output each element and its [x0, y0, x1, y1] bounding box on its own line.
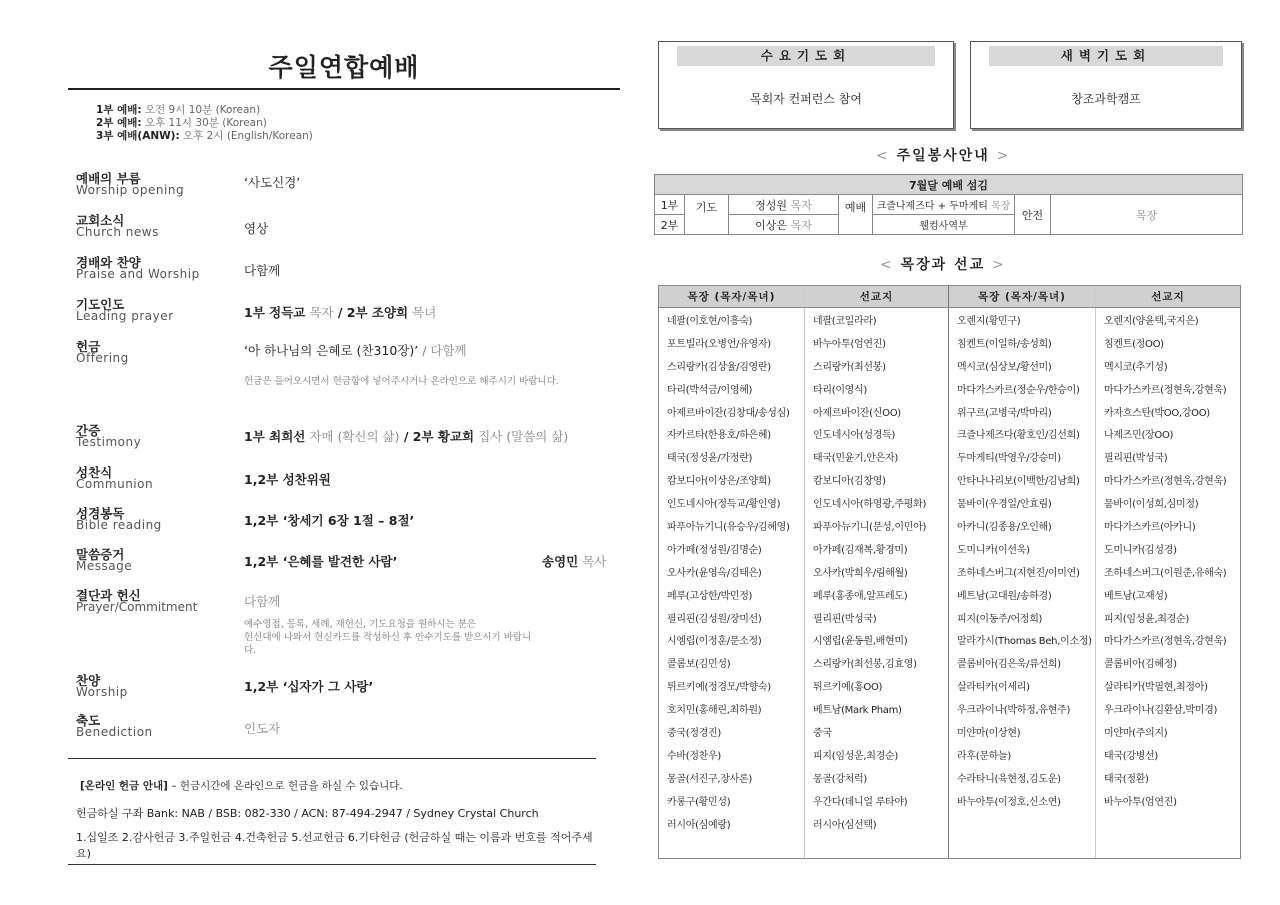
- list-item: 라후(문하늘): [957, 750, 1012, 762]
- list-item: 멕시코(심상보/황선미): [957, 361, 1052, 373]
- list-item: 마다가스카르(정현욱,강현욱): [1104, 476, 1227, 488]
- list-item: 수바(정찬우): [667, 750, 722, 762]
- list-item: 콜롬보(김민성): [667, 659, 731, 671]
- service-time-1: 1부 예배: 오전 9시 10분 (Korean): [96, 104, 261, 116]
- list-item: 크즐나제즈다(황호인/김선희): [957, 430, 1080, 442]
- wednesday-prayer-box: [658, 41, 954, 129]
- mission-col-group: [949, 308, 1096, 858]
- list-item: 마다가스카르(아카니): [1104, 521, 1196, 533]
- list-item: 미얀마(이상현): [957, 727, 1021, 739]
- list-item: 카롱구(황민성): [667, 796, 731, 808]
- list-item: 태국(민윤기,안은자): [813, 453, 898, 465]
- list-item: 캄보디아(김창영): [813, 476, 886, 488]
- list-item: 우크라이나(박하정,유현주): [957, 705, 1071, 717]
- list-item: 말라가시(Thomas Beh,이소정): [957, 636, 1092, 648]
- list-item: 도미니카(이선욱): [957, 544, 1030, 556]
- bank-account: 헌금하실 구좌 Bank: NAB / BSB: 082-330 / ACN: 87-494-2947 / Sydney Crystal Church: [76, 807, 539, 820]
- service-times: [68, 90, 620, 143]
- list-item: 태국(정환): [1104, 773, 1149, 785]
- list-item: 침켄트(이일하/송성희): [957, 338, 1052, 350]
- list-item: 피지(임성윤,최경순): [1104, 613, 1189, 625]
- list-item: 오렌지(양윤택,국지은): [1104, 315, 1199, 327]
- list-item: [1096, 812, 1240, 835]
- list-item: 호치민(홍해린,최하원): [667, 705, 762, 717]
- list-item: 아카니(김종용/오인해): [957, 521, 1052, 533]
- list-item: 러시아(심예랑): [667, 819, 731, 831]
- list-item: 타리(박석금/이영혜): [667, 384, 753, 396]
- list-item: 오사카(윤영옥/김태은): [667, 567, 762, 579]
- list-item: 아제르바이잔(신OO): [813, 407, 901, 419]
- list-item: 도미니카(김성경): [1104, 544, 1177, 556]
- list-item: 멕시코(추기성): [1104, 361, 1168, 373]
- list-item: 마다가스카르(정현욱,강현욱): [1104, 636, 1227, 648]
- list-item: 중국(정경진): [667, 727, 722, 739]
- list-item: 튀르키예(정경모/박향숙): [667, 682, 771, 694]
- service-row-1: 1부 기도 정성원 목자 예배 크즐나제즈다 + 두마게티 목장 안전 목장: [655, 195, 1243, 215]
- mission-col-field: [1096, 308, 1240, 858]
- list-item: 태국(강병선): [1104, 750, 1159, 762]
- list-item: 자카르타(한용호/하은혜): [667, 430, 771, 442]
- list-item: 위구르(고병국/박마리): [957, 407, 1052, 419]
- list-item: 살라티카(이세리): [957, 682, 1030, 694]
- mission-section-title: < 목장과 선교 >: [880, 257, 1006, 273]
- list-item: 베트남(고재성): [1104, 590, 1168, 602]
- list-item: 바누아투(엄연진): [1104, 796, 1177, 808]
- list-item: 러시아(심선택): [813, 819, 877, 831]
- list-item: 포트빌라(오병언/유영자): [667, 338, 771, 350]
- list-item: 수라타니(육현정,김도운): [957, 773, 1061, 785]
- offering-types: 1.십일조 2.감사헌금 3.주일헌금 4.건축헌금 5.선교헌금 6.기타헌금 (헌금하실 때는 이름과 번호를 적어주세요): [76, 831, 593, 860]
- list-item: 중국: [813, 727, 832, 739]
- list-item: 스리랑카(김상율/김영란): [667, 361, 771, 373]
- service-time-2: 2부 예배: 오후 11시 30분 (Korean): [96, 117, 267, 129]
- mission-col-field: [805, 308, 949, 858]
- dawn-prayer-title: 새벽기도회: [989, 46, 1223, 66]
- list-item: 침켄트(정OO): [1104, 338, 1164, 350]
- list-item: 마다가스카르(정순우/한승이): [957, 384, 1080, 396]
- list-item: 파푸아뉴기니(문성,이민아): [813, 521, 927, 533]
- list-item: 바누아투(엄연진): [813, 338, 886, 350]
- mission-col-group: [659, 308, 805, 858]
- preacher: 송영민 목사: [542, 554, 607, 569]
- list-item: 인도네시아(하영광,주평화): [813, 499, 927, 511]
- list-item: 네팔(코일라라): [813, 315, 877, 327]
- list-item: 페루(고상한/박민정): [667, 590, 753, 602]
- online-divider-top: [68, 758, 596, 759]
- list-item: 조하네스버그(이원준,유해숙): [1104, 567, 1227, 579]
- list-item: 나제즈민(장OO): [1104, 430, 1174, 442]
- list-item: 카자흐스탄(박OO,강OO): [1104, 407, 1210, 419]
- mission-table-header: 목장 (목자/목녀) 선교지 목장 (목자/목녀) 선교지: [658, 285, 1241, 308]
- list-item: 페루(홍종애,알프레도): [813, 590, 908, 602]
- list-item: 파푸아뉴기니(유승우/김혜영): [667, 521, 790, 533]
- list-item: 두마게티(박영우/강승미): [957, 453, 1061, 465]
- service-table-header: 7월달 예배 섬김: [655, 175, 1243, 195]
- list-item: 콜롬비아(김혜정): [1104, 659, 1177, 671]
- list-item: 캄보디아(이상은/조양희): [667, 476, 771, 488]
- list-item: 미얀마(주의지): [1104, 727, 1168, 739]
- list-item: 오렌지(황민구): [957, 315, 1021, 327]
- list-item: 조하네스버그(지현진/이미연): [957, 567, 1080, 579]
- list-item: 뭄바이(이성희,심미정): [1104, 499, 1199, 511]
- list-item: 베트남(고대원/송하경): [957, 590, 1052, 602]
- list-item: 필리핀(김성원/장미선): [667, 613, 762, 625]
- list-item: 베트남(Mark Pham): [813, 705, 902, 717]
- list-item: 뭄바이(우경일/안효림): [957, 499, 1052, 511]
- list-item: 살라티카(박필현,최정아): [1104, 682, 1208, 694]
- dawn-prayer-box: [970, 41, 1242, 129]
- list-item: 인도네시아(성경득): [813, 430, 896, 442]
- list-item: 아제르바이잔(김창대/송성심): [667, 407, 790, 419]
- list-item: 아가페(김재복,황경미): [813, 544, 908, 556]
- list-item: 우크라이나(김환삼,박미경): [1104, 705, 1218, 717]
- list-item: 안타나나리보(이백한/김남희): [957, 476, 1080, 488]
- list-item: 필리핀(박성국): [813, 613, 877, 625]
- list-item: 오사카(박희우/림해월): [813, 567, 908, 579]
- list-item: 필리핀(박성국): [1104, 453, 1168, 465]
- list-item: 스리랑카(최선봉,김효영): [813, 659, 917, 671]
- mission-table: [658, 285, 1241, 859]
- list-item: 스리랑카(최선봉): [813, 361, 886, 373]
- list-item: 피지(이동주/어정희): [957, 613, 1043, 625]
- online-divider-bottom: [68, 864, 596, 865]
- list-item: 아가페(정성원/김명순): [667, 544, 762, 556]
- list-item: 인도네시아(정득교/황인영): [667, 499, 781, 511]
- wednesday-prayer-body: 목회자 컨퍼런스 참여: [750, 92, 862, 106]
- service-time-3: 3부 예배(ANW): 오후 2시 (English/Korean): [96, 130, 313, 142]
- dawn-prayer-body: 창조과학캠프: [1071, 92, 1141, 106]
- list-item: 콜롬비아(김은욱/류선희): [957, 659, 1061, 671]
- list-item: 태국(정성윤/가정란): [667, 453, 753, 465]
- list-item: 타리(이영식): [813, 384, 868, 396]
- page-title: 주일연합예배: [268, 53, 420, 82]
- list-item: 몽골(강처럭): [813, 773, 868, 785]
- list-item: 피지(임성운,최경순): [813, 750, 898, 762]
- list-item: 몽골(서진구,장사론): [667, 773, 752, 785]
- left-page: 주일연합예배 1부 예배: 오전 9시 10분 (Korean) 2부 예배: 오후 11시 30분 (Korean) 3부 예배(ANW): 오후 2시 (English/Korean) 예배의 부름 Worship opening ‘사도신경’ 교회소식 Church news 영상 경배와 찬양 Praise and Worship 다함께 기도인도 Leading prayer 1부 정득교 목자 / 2부 조양희 목녀 헌금 Offering ‘아 하나님의 은혜로 (찬310장)’ / 다함께 헌금은 들어오시면서 헌금함에 넣어주시거나 온라인으로 해주시기 바랍니다. 간증 Testimony 1부 최희선 자매 (확신의 삶) / 2부 황교희 집사 (말씀의 삶) 성찬식 Communion 1,2부 성찬위원 성경봉독 Bible reading 1,2부 ‘창세기 6장 1절 – 8절’ 말씀증거 Message 1,2부 ‘은혜를 발견한 사람’ 송영민 목사 결단과 헌신 Prayer/Commitment 다함께 예수영접, 등록, 세례, 재헌신, 기도요청을 원하시는 분은 헌신대에 나와서 헌신카드를 작성하신 후 안수기도를 받으시기 바랍니 다. 찬양 Worship 1,2부 ‘십자가 그 사랑’ 축도 Benediction 인도자 [온라인 헌금 안내] – 헌금시간에 온라인으로 헌금을 하실 수 있습니다. 헌금하실 구좌 Bank: NAB / BSB: 082-330 / ACN: 87-494-2947 / Sydney Crystal Church 1.십일조 2.감사헌금 3.주일헌금 4.건축헌금 5.선교헌금 6.기타헌금 (헌금하실 때는 이름과 번호를 적어주세요): [68, 40, 620, 870]
- list-item: 시엠립(윤동원,배현미): [813, 636, 908, 648]
- list-item: [949, 812, 1095, 835]
- list-item: 우간다(데니얼 루타야): [813, 796, 908, 808]
- wednesday-prayer-title: 수요기도회: [677, 46, 935, 66]
- service-table: [654, 174, 1243, 235]
- online-offering-info: [온라인 헌금 안내] – 헌금시간에 온라인으로 헌금을 하실 수 있습니다. 헌금하실 구좌 Bank: NAB / BSB: 082-330 / ACN: 87-494-2947 / Sydney Crystal Church 1.십일조 2.감사헌금 3.주일헌금 4.건축헌금 5.선교헌금 6.기타헌금 (헌금하실 때는 이름과 번호를 적어주세요): [68, 758, 596, 759]
- service-section-title: < 주일봉사안내 >: [876, 148, 1011, 164]
- service-row-2: 2부 이상은 목자 웰컴사역부: [655, 215, 1243, 235]
- list-item: 바누아투(이정호,신소연): [957, 796, 1061, 808]
- list-item: 튀르키예(홍OO): [813, 682, 883, 694]
- list-item: 시엠립(이정훈/문소정): [667, 636, 762, 648]
- list-item: 네팔(이호현/이흥숙): [667, 315, 753, 327]
- list-item: 마다가스카르(정현욱,강현욱): [1104, 384, 1227, 396]
